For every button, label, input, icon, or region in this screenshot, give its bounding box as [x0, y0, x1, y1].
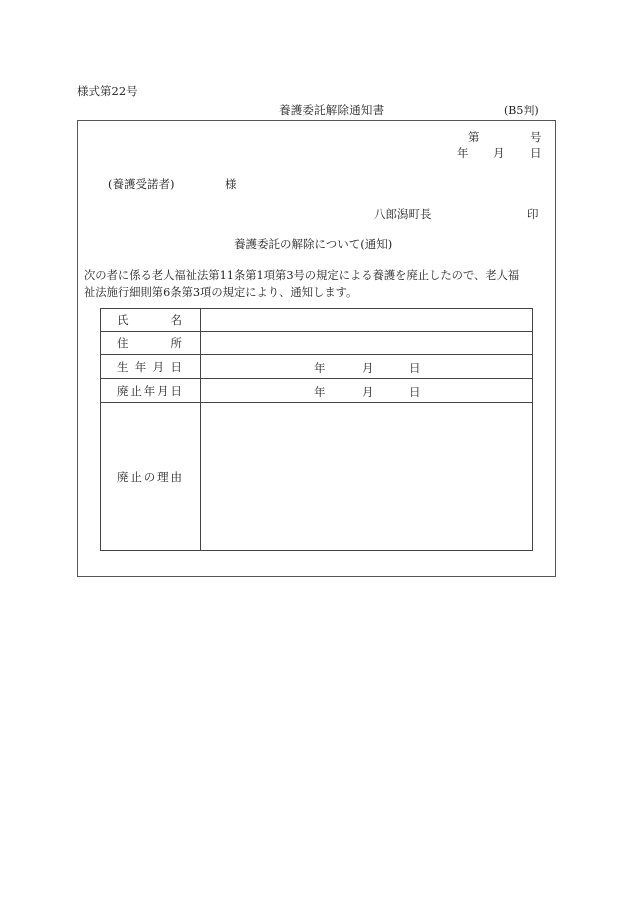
birthdate-day-unit: 日	[409, 361, 421, 375]
label-char: 所	[170, 336, 182, 350]
label-char: 月	[157, 383, 169, 398]
paper-size-label: (B5判)	[504, 104, 539, 117]
table-row-name	[101, 309, 533, 332]
label-char: 止	[130, 469, 142, 484]
label-char: 名	[170, 313, 182, 327]
name-field[interactable]	[201, 309, 533, 332]
birthdate-year-unit: 年	[314, 361, 326, 375]
address-label	[101, 332, 201, 355]
label-char: 廃	[117, 469, 129, 484]
label-char: 年	[143, 383, 156, 398]
label-char: 生	[117, 359, 129, 374]
abolition-date-label	[101, 379, 201, 403]
birthdate-month-unit: 月	[362, 361, 374, 375]
abolition-year-unit: 年	[314, 385, 326, 399]
notice-body-line-2: 祉法施行細則第6条第3項の規定により、通知します。	[84, 286, 358, 299]
recipient-honorific: 様	[225, 177, 237, 191]
label-char: 廃	[117, 383, 129, 398]
abolition-reason-field[interactable]	[201, 403, 533, 551]
label-char: 由	[170, 469, 182, 484]
label-char: 理	[157, 469, 169, 484]
document-title: 養護委託解除通知書	[279, 103, 385, 117]
abolition-month-unit: 月	[362, 385, 374, 399]
label-char: 氏	[117, 313, 129, 327]
label-char: 年	[134, 359, 147, 374]
birthdate-label	[101, 355, 201, 379]
table-row-address	[101, 332, 533, 355]
label-char: 日	[170, 359, 182, 374]
birthdate-field[interactable]	[201, 355, 533, 379]
seal-mark: 印	[527, 207, 539, 221]
label-char: 月	[152, 359, 165, 374]
form-number: 様式第22号	[77, 84, 138, 98]
issue-date-day: 日	[530, 146, 542, 160]
label-char: 日	[170, 383, 182, 398]
address-field[interactable]	[201, 332, 533, 355]
document-number-suffix: 号	[530, 130, 542, 144]
abolition-reason-label	[101, 403, 201, 551]
issue-date-year: 年	[457, 146, 469, 160]
name-label	[101, 309, 201, 332]
document-number-prefix: 第	[468, 130, 480, 144]
notice-body-line-1: 次の者に係る老人福祉法第11条第1項第3号の規定による養護を廃止したので、老人福	[84, 269, 520, 282]
label-char: 住	[117, 336, 129, 350]
issuer-name: 八郎潟町長	[374, 207, 432, 221]
table-row-abolition-date	[101, 379, 533, 403]
issue-date-month: 月	[493, 146, 505, 160]
recipient-label: (養護受諾者)	[108, 177, 175, 191]
abolition-date-field[interactable]	[201, 379, 533, 403]
label-char: 止	[130, 383, 142, 398]
table-row-abolition-reason	[101, 403, 533, 551]
notice-subject: 養護委託の解除について(通知)	[234, 237, 393, 251]
label-char: の	[143, 469, 156, 484]
table-row-birthdate	[101, 355, 533, 379]
person-info-table	[100, 308, 533, 551]
abolition-day-unit: 日	[409, 385, 421, 399]
